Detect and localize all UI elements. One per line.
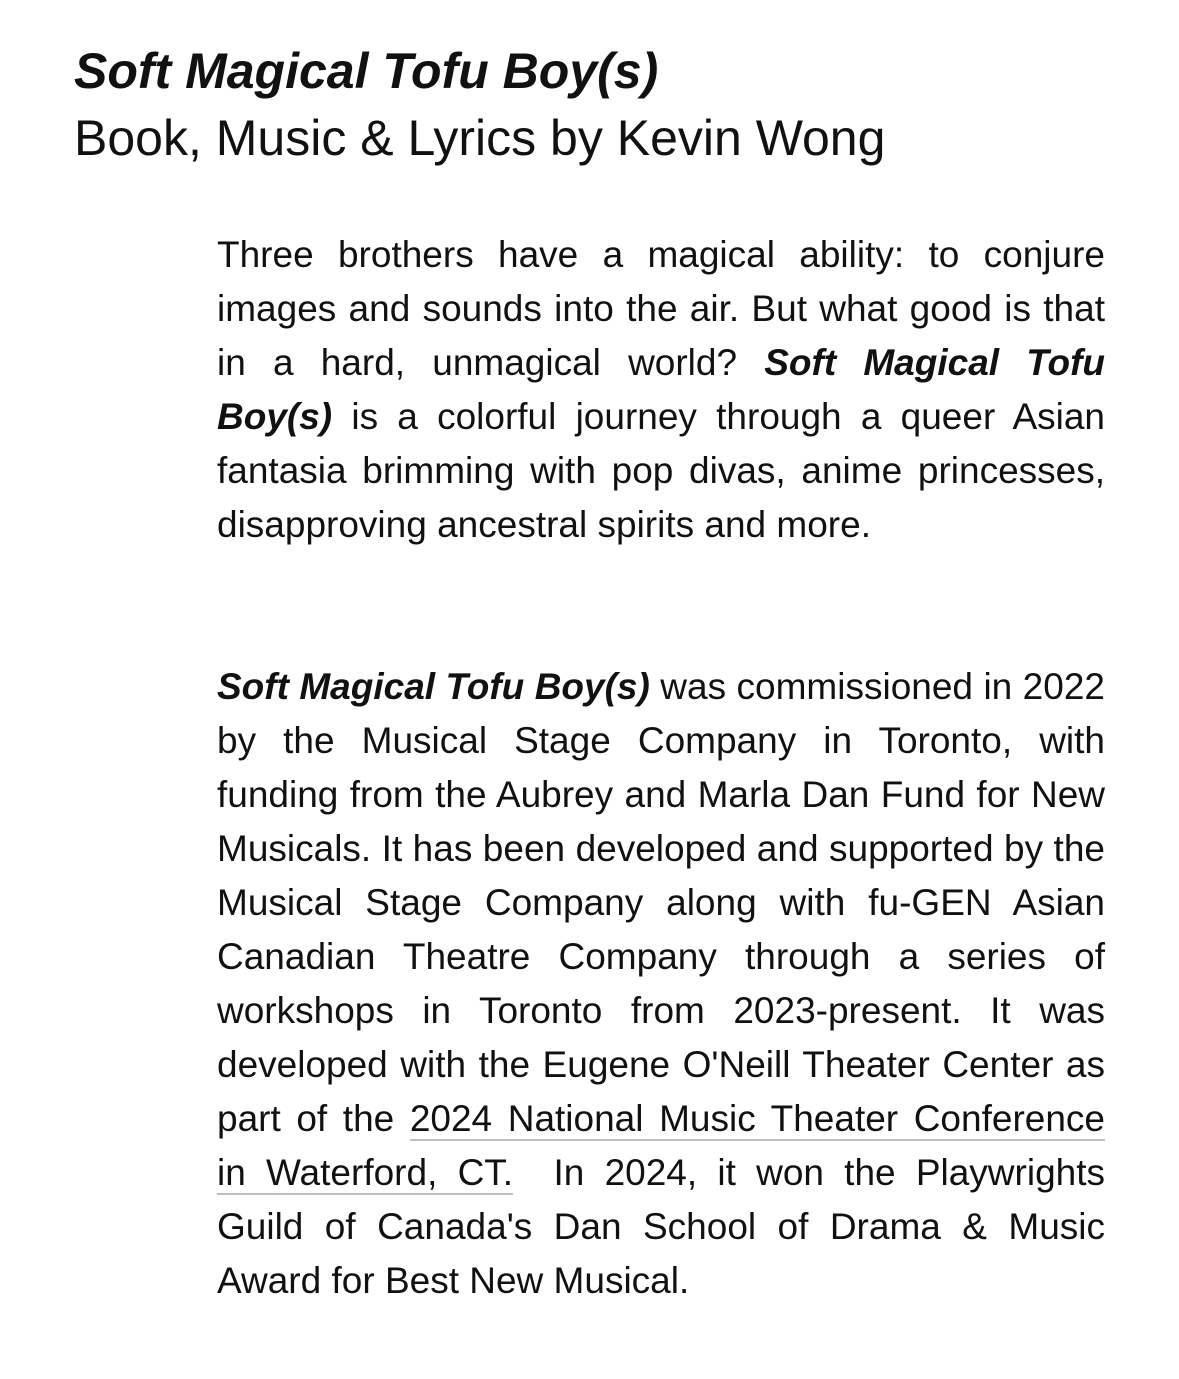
show-byline: Book, Music & Lyrics by Kevin Wong bbox=[74, 110, 886, 166]
synopsis-paragraph bbox=[217, 228, 1105, 552]
synopsis-show-title: Soft Magical Tofu Boy(s) bbox=[217, 342, 1105, 437]
synopsis-text-start: Three brothers have a magical ability: to conjure images and sounds into the air. But what good is that in a hard, unmagical world? bbox=[217, 234, 1105, 383]
history-text-end: In 2024, it won the Playwrights Guild of Canada's Dan School of Drama & Music Award for Best New Musical. bbox=[217, 1152, 1116, 1301]
show-title: Soft Magical Tofu Boy(s) bbox=[74, 43, 659, 99]
conference-link[interactable]: 2024 National Music Theater Conference in Waterford, CT. bbox=[217, 1098, 1106, 1193]
synopsis-text-end: is a colorful journey through a queer Asian fantasia brimming with pop divas, anime princesses, disapproving ancestral spirits and more. bbox=[217, 396, 1105, 545]
history-paragraph bbox=[217, 660, 1116, 1308]
history-show-title: Soft Magical Tofu Boy(s) bbox=[217, 666, 650, 707]
history-text-start: was commissioned in 2022 by the Musical Stage Company in Toronto, with funding from the Aubrey and Marla Dan Fund for New Musicals. It has been developed and supported by the Musical Stage Company along with fu-GEN Asian Canadian Theatre Company through a series of workshops in Toronto from 2023-present. It was developed with the Eugene O'Neill Theater Center as part of the bbox=[217, 666, 1105, 1139]
